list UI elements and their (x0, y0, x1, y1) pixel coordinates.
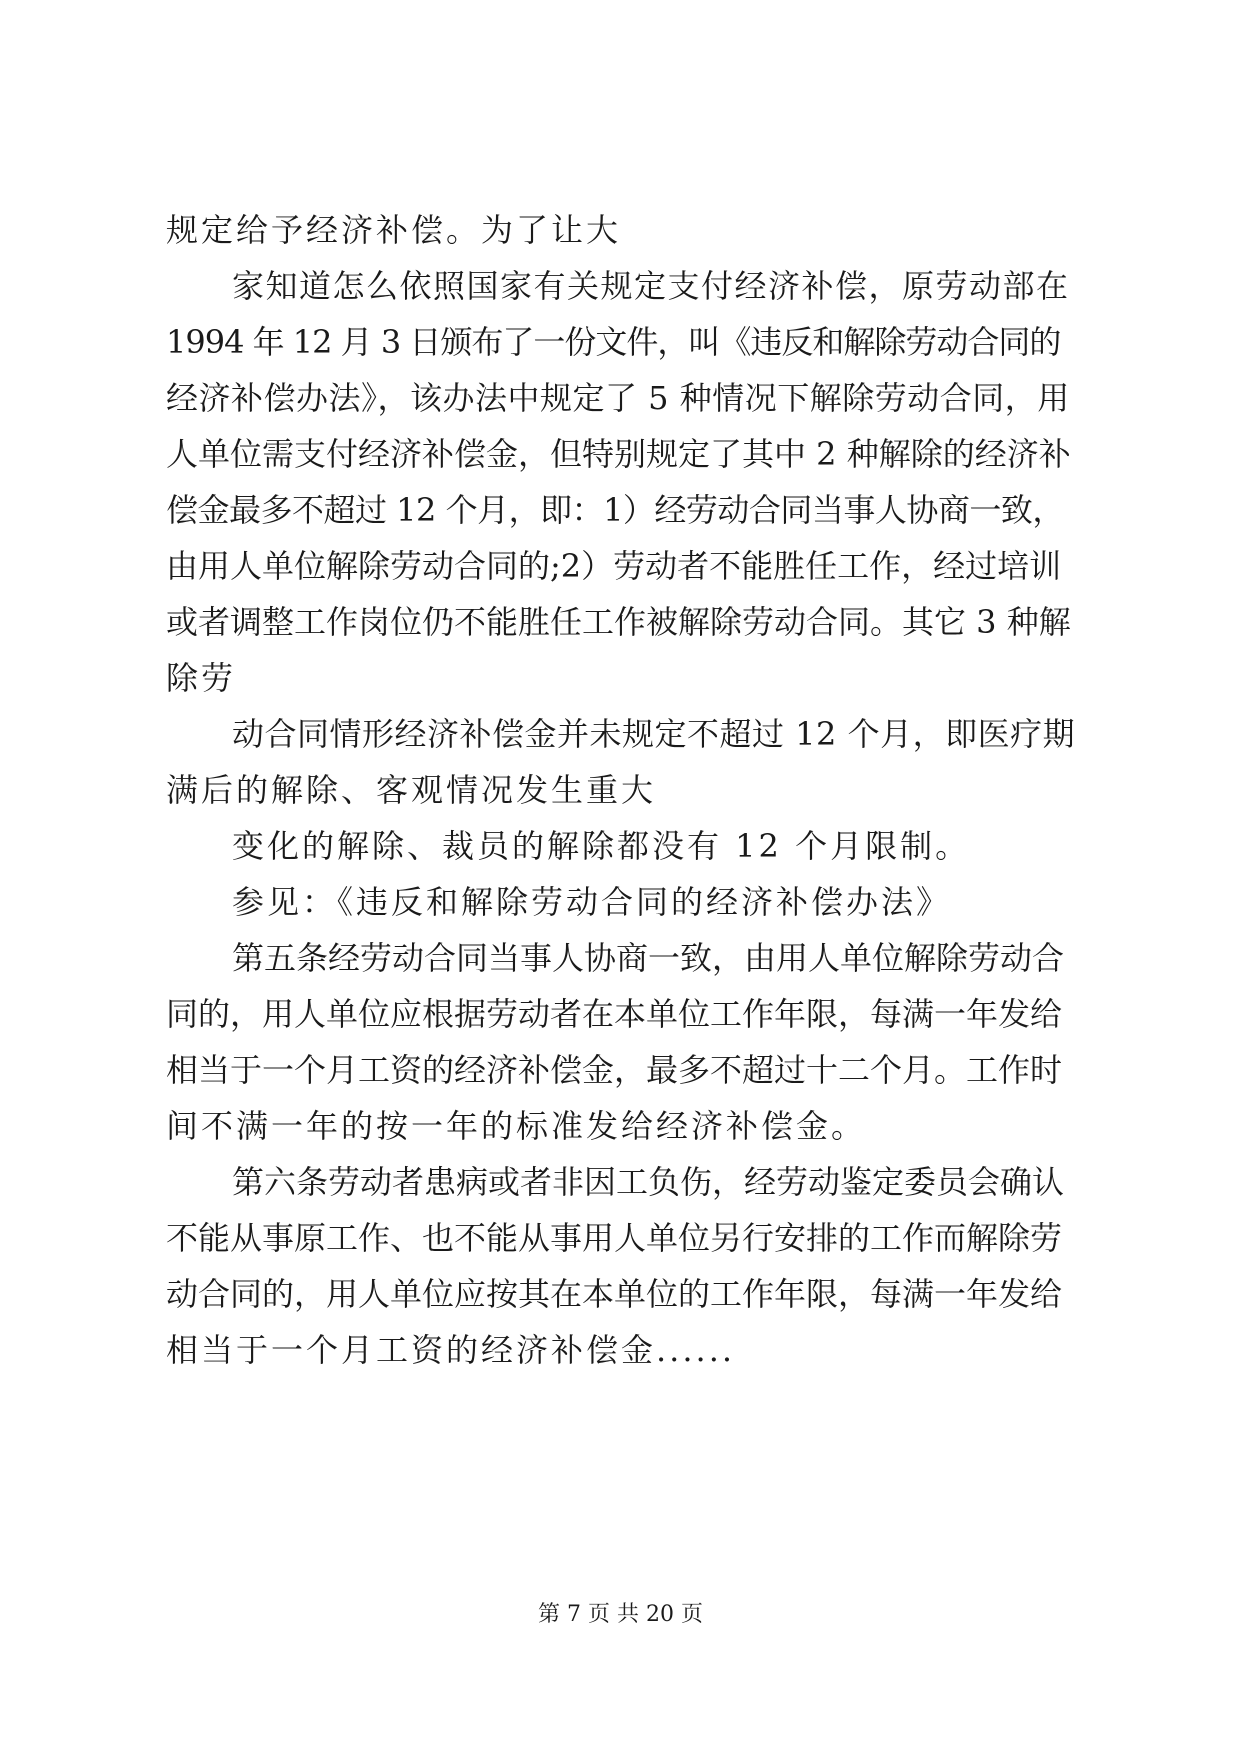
text-line: 动合同的，用人单位应按其在本单位的工作年限，每满一年发给 (166, 1275, 1063, 1313)
text-line: 不能从事原工作、也不能从事用人单位另行安排的工作而解除劳 (166, 1219, 1063, 1257)
text-line: 规定给予经济补偿。为了让大 (166, 211, 622, 249)
text-line: 相当于一个月工资的经济补偿金，最多不超过十二个月。工作时 (166, 1051, 1063, 1089)
text-line: 第六条劳动者患病或者非因工负伤，经劳动鉴定委员会确认 (232, 1163, 1065, 1201)
text-line: 间不满一年的按一年的标准发给经济补偿金。 (166, 1107, 867, 1145)
text-line: 偿金最多不超过 12 个月，即：1）经劳动合同当事人协商一致， (166, 491, 1064, 529)
text-line: 变化的解除、裁员的解除都没有 12 个月限制。 (232, 827, 971, 865)
text-line: 由用人单位解除劳动合同的;2）劳动者不能胜任工作，经过培训 (166, 547, 1062, 585)
text-line: 动合同情形经济补偿金并未规定不超过 12 个月，即医疗期 (232, 715, 1076, 753)
text-line: 满后的解除、客观情况发生重大 (166, 771, 657, 809)
text-line: 家知道怎么依照国家有关规定支付经济补偿，原劳动部在 (232, 267, 1070, 305)
text-line: 参见：《违反和解除劳动合同的经济补偿办法》 (232, 883, 952, 921)
text-line: 同的，用人单位应根据劳动者在本单位工作年限，每满一年发给 (166, 995, 1063, 1033)
text-line: 相当于一个月工资的经济补偿金...... (166, 1331, 736, 1369)
text-line: 第五条经劳动合同当事人协商一致，由用人单位解除劳动合 (232, 939, 1065, 977)
text-line: 或者调整工作岗位仍不能胜任工作被解除劳动合同。其它 3 种解 (166, 603, 1071, 641)
text-line: 1994 年 12 月 3 日颁布了一份文件，叫《违反和解除劳动合同的 (166, 323, 1061, 361)
page-number: 第 7 页 共 20 页 (538, 1602, 703, 1627)
text-line: 经济补偿办法》，该办法中规定了 5 种情况下解除劳动合同，用 (166, 379, 1070, 417)
text-line: 除劳 (166, 659, 237, 697)
text-line: 人单位需支付经济补偿金，但特别规定了其中 2 种解除的经济补 (166, 435, 1071, 473)
